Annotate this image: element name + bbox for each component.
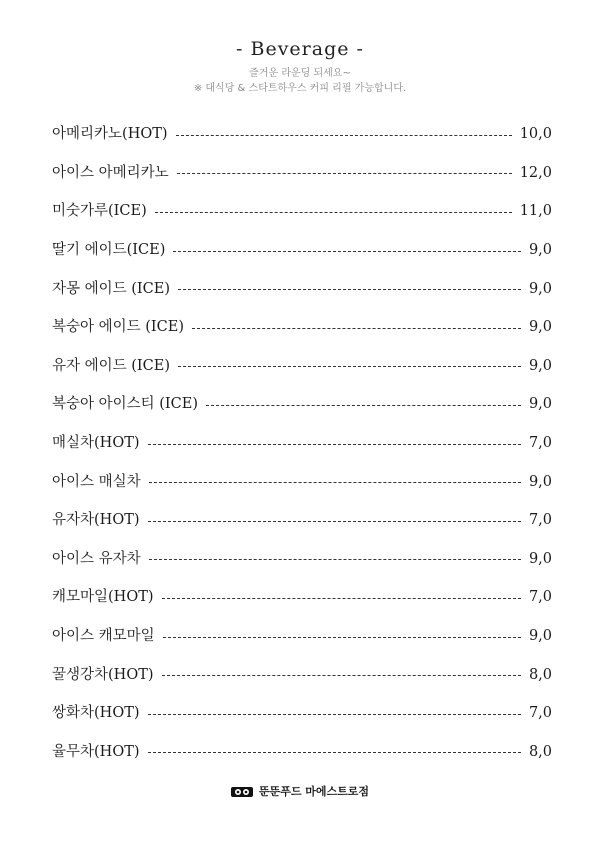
menu-item-name: 자몽 에이드 (ICE) <box>52 280 170 297</box>
menu-item-name: 복숭아 에이드 (ICE) <box>52 319 184 336</box>
menu-item <box>52 462 552 501</box>
menu-item <box>52 694 552 733</box>
menu-item <box>52 424 552 463</box>
leader-dots <box>148 444 521 445</box>
leader-dots <box>149 482 521 483</box>
menu-item-name: 캐모마일(HOT) <box>52 589 154 606</box>
leader-dots <box>176 135 512 136</box>
menu-item <box>52 231 552 270</box>
menu-item-price: 9,0 <box>528 357 552 374</box>
menu-item-price: 8,0 <box>528 666 552 683</box>
leader-dots <box>163 637 521 638</box>
beverage-menu-list <box>52 115 552 771</box>
menu-item <box>52 192 552 231</box>
menu-item-name: 미숫가루(ICE) <box>52 203 147 220</box>
greeting-text: 즐거운 라운딩 되세요~ <box>249 68 351 79</box>
menu-item-name: 율무차(HOT) <box>52 743 140 760</box>
menu-item <box>52 308 552 347</box>
menu-item <box>52 617 552 656</box>
menu-item <box>52 501 552 540</box>
menu-item-name: 복숭아 아이스티 (ICE) <box>52 396 198 413</box>
leader-dots <box>149 559 521 560</box>
menu-item-price: 9,0 <box>528 319 552 336</box>
menu-item <box>52 733 552 772</box>
menu-header <box>0 36 600 96</box>
menu-item <box>52 347 552 386</box>
menu-item-price: 9,0 <box>528 628 552 645</box>
menu-item <box>52 154 552 193</box>
leader-dots <box>148 752 521 753</box>
footer-brand <box>0 785 600 799</box>
menu-item-name: 아메리카노(HOT) <box>52 126 168 143</box>
leader-dots <box>173 251 521 252</box>
leader-dots <box>148 521 521 522</box>
leader-dots <box>206 405 521 406</box>
menu-item-name: 아이스 유자차 <box>52 550 141 567</box>
menu-item-price: 9,0 <box>528 242 552 259</box>
menu-item-name: 아이스 캐모마일 <box>52 628 155 645</box>
menu-item-price: 11,0 <box>519 203 552 220</box>
refill-note: ※ 대식당 & 스타트하우스 커피 리필 가능합니다. <box>193 83 407 94</box>
menu-item <box>52 269 552 308</box>
leader-dots <box>162 598 521 599</box>
menu-item-name: 유자차(HOT) <box>52 512 140 529</box>
menu-item <box>52 655 552 694</box>
menu-item-price: 7,0 <box>528 589 552 606</box>
menu-item-price: 7,0 <box>528 435 552 452</box>
menu-item-price: 10,0 <box>519 126 552 143</box>
menu-item-price: 9,0 <box>528 550 552 567</box>
brand-name: 뚠뚠푸드 마에스트로점 <box>258 785 370 798</box>
menu-item-price: 9,0 <box>528 280 552 297</box>
leader-dots <box>155 212 512 213</box>
menu-item <box>52 578 552 617</box>
menu-item-name: 매실차(HOT) <box>52 435 140 452</box>
menu-item-price: 7,0 <box>528 512 552 529</box>
menu-item <box>52 385 552 424</box>
menu-item-name: 아이스 아메리카노 <box>52 164 169 181</box>
menu-item <box>52 540 552 579</box>
leader-dots <box>162 675 521 676</box>
leader-dots <box>178 289 521 290</box>
menu-item-name: 유자 에이드 (ICE) <box>52 357 170 374</box>
menu-item-name: 꿀생강차(HOT) <box>52 666 154 683</box>
menu-item-price: 12,0 <box>519 164 552 181</box>
leader-dots <box>177 173 512 174</box>
leader-dots <box>178 366 521 367</box>
menu-item-price: 9,0 <box>528 473 552 490</box>
menu-item-price: 8,0 <box>528 743 552 760</box>
brand-logo-icon <box>231 786 253 798</box>
menu-item-name: 쌍화차(HOT) <box>52 705 140 722</box>
page-title: - Beverage - <box>236 38 364 60</box>
menu-item-name: 아이스 매실차 <box>52 473 141 490</box>
leader-dots <box>148 714 521 715</box>
menu-item-price: 9,0 <box>528 396 552 413</box>
leader-dots <box>192 328 521 329</box>
menu-item-price: 7,0 <box>528 705 552 722</box>
menu-item <box>52 115 552 154</box>
menu-item-name: 딸기 에이드(ICE) <box>52 242 166 259</box>
